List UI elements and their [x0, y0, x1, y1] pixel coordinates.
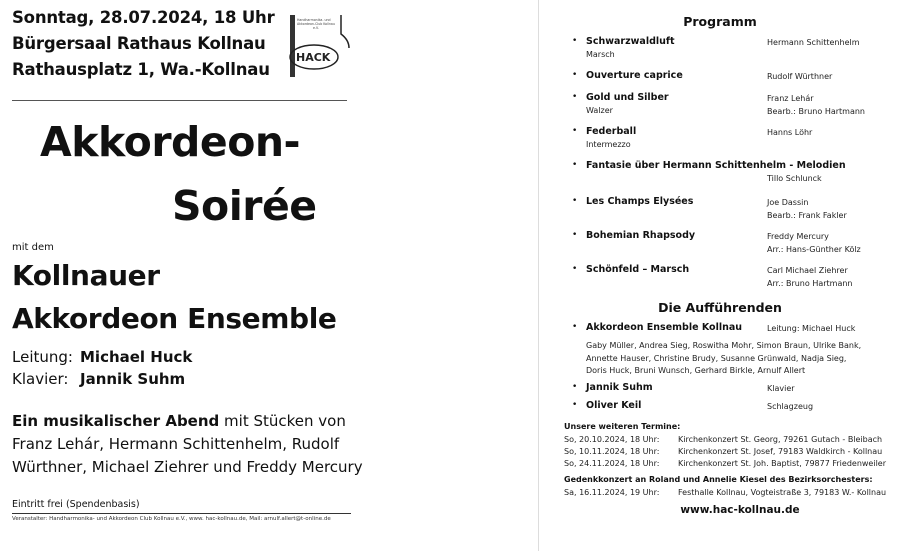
program-item-subtitle: Walzer — [586, 106, 613, 115]
klavier-label: Klavier: — [12, 370, 69, 388]
program-item-title: Federball — [586, 126, 637, 137]
program-item-composer: Rudolf Würthner — [767, 72, 833, 81]
bullet: • — [572, 196, 578, 206]
performer-name: Jannik Suhm — [586, 382, 653, 393]
program-item-arranger: Arr.: Hans-Günther Kölz — [767, 245, 861, 254]
title-line1: Akkordeon- — [40, 118, 301, 166]
ensemble-name: Akkordeon Ensemble Kollnau — [586, 322, 743, 333]
bullet: • — [572, 36, 578, 46]
website-link[interactable]: www.hac-kollnau.de — [680, 504, 800, 516]
program-item-title: Les Champs Elysées — [586, 196, 694, 207]
program-item-title: Gold und Silber — [586, 92, 669, 103]
program-item-composer: Freddy Mercury — [767, 232, 829, 241]
program-item-composer: Hermann Schittenhelm — [767, 38, 860, 47]
termin-date: So, 20.10.2024, 18 Uhr: — [564, 435, 660, 444]
title-line2: Soirée — [172, 182, 317, 230]
header-divider — [12, 100, 347, 101]
bullet: • — [572, 264, 578, 274]
termine-title: Unsere weiteren Termine: — [564, 422, 681, 431]
description-bold: Ein musikalischer Abend — [12, 412, 220, 430]
veranstalter: Veranstalter: Handharmonika- und Akkordeon Club Kollnau e.V., www. hac-kollnau.de, Mail: arnulf.allert@t-online.de — [12, 516, 331, 522]
program-item-title: Schönfeld – Marsch — [586, 264, 690, 275]
program-item-composer: Tillo Schlunck — [767, 174, 822, 183]
gedenk-date: Sa, 16.11.2024, 19 Uhr: — [564, 488, 660, 497]
program-item-arranger: Arr.: Bruno Hartmann — [767, 279, 853, 288]
termin-venue: Kirchenkonzert St. Georg, 79261 Gutach - Bleibach — [678, 435, 883, 444]
description-line3: Würthner, Michael Ziehrer und Freddy Mercury — [12, 458, 363, 476]
event-date: Sonntag, 28.07.2024, 18 Uhr — [12, 8, 275, 27]
gedenk-title: Gedenkkonzert an Roland und Annelie Kiesel des Bezirksorchesters: — [564, 475, 873, 484]
ensemble-role: Leitung: Michael Huck — [767, 324, 856, 333]
performer-role: Schlagzeug — [767, 402, 814, 411]
description-line1 — [12, 410, 346, 432]
member-line: Annette Hauser, Christine Brudy, Susanne Grünwald, Nadja Sieg, — [586, 354, 847, 363]
program-item-arranger: Bearb.: Bruno Hartmann — [767, 107, 865, 116]
program-item-subtitle: Marsch — [586, 50, 615, 59]
klavier-name: Jannik Suhm — [80, 370, 186, 388]
member-line: Gaby Müller, Andrea Sieg, Roswitha Mohr, Simon Braun, Ulrike Bank, — [586, 341, 862, 350]
page-fold — [538, 0, 539, 551]
bullet: • — [572, 70, 578, 80]
hac-logo — [283, 12, 353, 82]
member-line: Doris Huck, Bruni Wunsch, Gerhard Birkle, Arnulf Allert — [586, 366, 806, 375]
program-item-composer: Joe Dassin — [767, 198, 809, 207]
program-item-composer: Franz Lehár — [767, 94, 814, 103]
bullet: • — [572, 92, 578, 102]
eintritt: Eintritt frei (Spendenbasis) — [12, 499, 140, 510]
ensemble-line1: Kollnauer — [12, 259, 160, 292]
performer-role: Klavier — [767, 384, 795, 393]
svg-text:e.V.: e.V. — [313, 26, 319, 30]
bullet: • — [572, 382, 578, 392]
svg-text:Akkordeon-Club Kollnau: Akkordeon-Club Kollnau — [297, 22, 335, 26]
leitung-name: Michael Huck — [80, 348, 193, 366]
program-title: Programm — [683, 14, 757, 29]
termin-date: So, 10.11.2024, 18 Uhr: — [564, 447, 660, 456]
logo-mark: HACK — [296, 51, 331, 64]
program-item-title: Ouverture caprice — [586, 70, 683, 81]
termin-date: So, 24.11.2024, 18 Uhr: — [564, 459, 660, 468]
mit-dem: mit dem — [12, 242, 54, 253]
program-item-title: Schwarzwaldluft — [586, 36, 675, 47]
program-item-arranger: Bearb.: Frank Fakler — [767, 211, 847, 220]
footer-divider — [12, 513, 351, 514]
bullet: • — [572, 160, 578, 170]
bullet: • — [572, 126, 578, 136]
program-item-subtitle: Intermezzo — [586, 140, 631, 149]
event-venue: Bürgersaal Rathaus Kollnau — [12, 34, 266, 53]
program-item-title: Fantasie über Hermann Schittenhelm - Melodien — [586, 160, 846, 171]
termin-venue: Kirchenkonzert St. Joh. Baptist, 79877 Friedenweiler — [678, 459, 887, 468]
bullet: • — [572, 322, 578, 332]
termin-venue: Kirchenkonzert St. Josef, 79183 Waldkirch - Kollnau — [678, 447, 883, 456]
ensemble-line2: Akkordeon Ensemble — [12, 302, 337, 335]
program-item-composer: Hanns Löhr — [767, 128, 813, 137]
description-line2: Franz Lehár, Hermann Schittenhelm, Rudolf — [12, 435, 340, 453]
leitung-label: Leitung: — [12, 348, 73, 366]
performers-title: Die Aufführenden — [658, 300, 782, 315]
program-item-composer: Carl Michael Ziehrer — [767, 266, 848, 275]
description-rest: mit Stücken von — [219, 412, 346, 430]
gedenk-venue: Festhalle Kollnau, Vogteistraße 3, 79183 W.- Kollnau — [678, 488, 887, 497]
event-address: Rathausplatz 1, Wa.-Kollnau — [12, 60, 270, 79]
bullet: • — [572, 400, 578, 410]
logo-text-top: Handharmonika- und — [297, 18, 331, 22]
performer-name: Oliver Keil — [586, 400, 642, 411]
bullet: • — [572, 230, 578, 240]
program-item-title: Bohemian Rhapsody — [586, 230, 696, 241]
